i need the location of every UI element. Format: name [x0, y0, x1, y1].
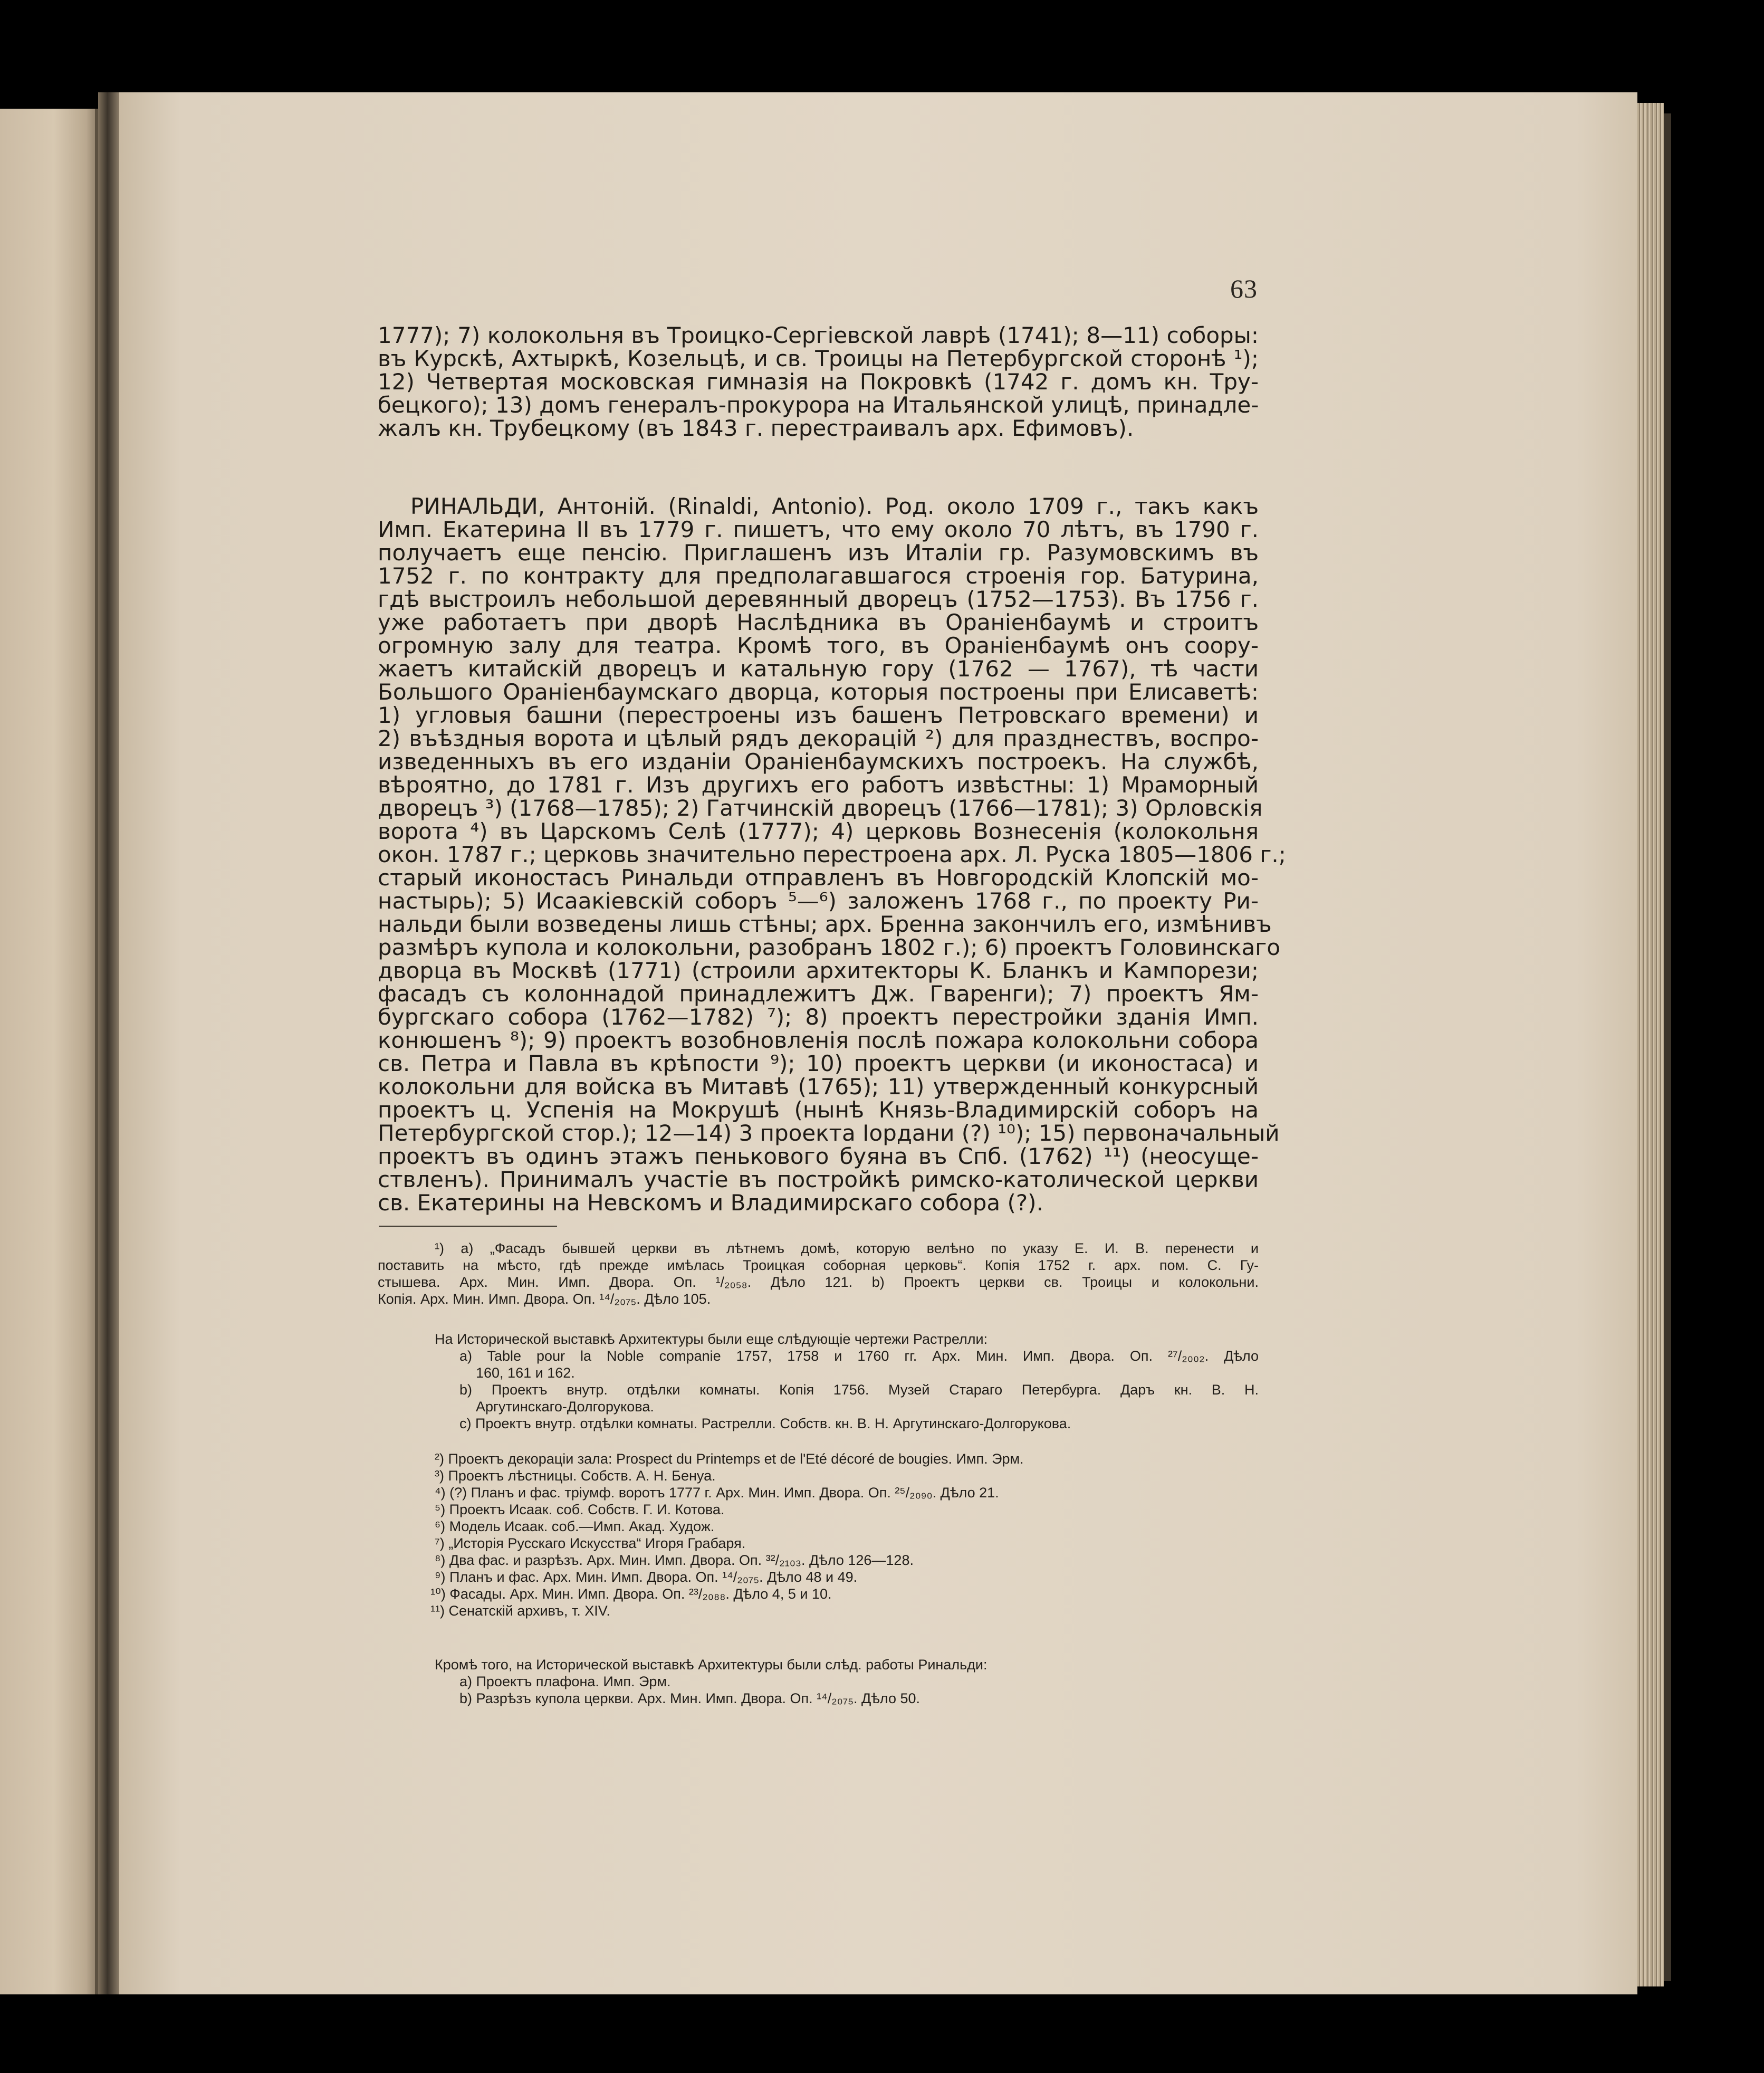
footnote-item: ¹⁰) Фасады. Арх. Мин. Имп. Двора. Оп. ²³/₂₀₈₈. Дѣло 4, 5 и 10.: [430, 1586, 832, 1602]
text-line: изведенныхъ въ его изданіи Ораніенбаумскихъ построекъ. На службѣ,: [378, 749, 1259, 775]
text-line: размѣръ купола и колокольни, разобранъ 1802 г.); 6) проектъ Головинскаго: [378, 934, 1281, 960]
text-line: старый иконостасъ Ринальди отправленъ въ Новгородскій Клопскій мо-: [378, 865, 1259, 891]
text-line: св. Петра и Павла въ крѣпости ⁹); 10) проектъ церкви (и иконостаса) и: [378, 1050, 1259, 1076]
list-item: b) Разрѣзъ купола церкви. Арх. Мин. Имп. Двора. Оп. ¹⁴/₂₀₇₅. Дѣло 50.: [459, 1690, 920, 1706]
footnote-item: ³) Проектъ лѣстницы. Собств. А. Н. Бенуа.: [435, 1468, 716, 1484]
footnote-rule: [379, 1226, 557, 1227]
text-line: 12) Четвертая московская гимназія на Покровкѣ (1742 г. домъ кн. Тру-: [378, 369, 1259, 395]
page-number: 63: [1230, 274, 1258, 303]
footnote-line: ¹) a) „Фасадъ бывшей церкви въ лѣтнемъ домѣ, которую велѣно по указу Е. И. В. перенести и: [435, 1240, 1259, 1256]
text-line: бецкого); 13) домъ генералъ-прокурора на Итальянской улицѣ, принадле-: [378, 392, 1259, 418]
book-gutter: [98, 92, 119, 1994]
list-item-continuation: 160, 161 и 162.: [476, 1365, 575, 1381]
footnote-item: ⁵) Проектъ Исаак. соб. Собств. Г. И. Котова.: [435, 1502, 725, 1517]
facing-page: [0, 109, 98, 1994]
text-line: колокольни для войска въ Митавѣ (1765); 11) утвержденный конкурсный: [378, 1074, 1259, 1100]
text-line: проектъ ц. Успенія на Мокрушѣ (нынѣ Князь-Владимирскій соборъ на: [378, 1097, 1259, 1123]
text-line: 1752 г. по контракту для предполагавшагося строенія гор. Батурина,: [378, 563, 1259, 589]
footnote-item: ⁸) Два фас. и разрѣзъ. Арх. Мин. Имп. Двора. Оп. ³²/₂₁₀₃. Дѣло 126—128.: [435, 1552, 914, 1568]
text-line: проектъ въ одинъ этажъ пенькового буяна въ Спб. (1762) ¹¹) (неосуще-: [378, 1143, 1259, 1169]
footnote-line: Копія. Арх. Мин. Имп. Двора. Оп. ¹⁴/₂₀₇₅. Дѣло 105.: [378, 1291, 711, 1307]
text-line: въ Курскѣ, Ахтыркѣ, Козельцѣ, и св. Троицы на Петербургской сторонѣ ¹);: [378, 346, 1259, 371]
text-line: огромную залу для театра. Кромѣ того, въ Ораніенбаумѣ онъ соору-: [378, 633, 1259, 658]
footnote-item: ⁶) Модель Исаак. соб.—Имп. Акад. Худож.: [435, 1518, 715, 1534]
footnote-item: ⁹) Планъ и фас. Арх. Мин. Имп. Двора. Оп. ¹⁴/₂₀₇₅. Дѣло 48 и 49.: [435, 1569, 858, 1585]
text-line: бургскаго собора (1762—1782) ⁷); 8) проектъ перестройки зданія Имп.: [378, 1004, 1259, 1030]
text-block-top: [378, 324, 1259, 440]
rinaldi-list: [378, 1656, 1259, 1707]
footnote-item: ¹¹) Сенатскій архивъ, т. XIV.: [430, 1603, 610, 1619]
text-line: окон. 1787 г.; церковь значительно перестроена арх. Л. Руска 1805—1806 г.;: [378, 842, 1286, 867]
text-line: получаетъ еще пенсію. Приглашенъ изъ Италіи гр. Разумовскимъ въ: [378, 540, 1259, 566]
text-line: нальди были возведены лишь стѣны; арх. Бренна закончилъ его, измѣнивъ: [378, 911, 1272, 937]
footnote-item: ⁷) „Исторія Русскаго Искусства“ Игоря Грабаря.: [435, 1535, 746, 1551]
text-line: ворота ⁴) въ Царскомъ Селѣ (1777); 4) церковь Вознесенія (колокольня: [378, 818, 1259, 844]
footnotes-list: [378, 1450, 1259, 1619]
page-stack-edge: [1637, 103, 1664, 1986]
text-line: фасадъ съ колоннадой принадлежитъ Дж. Гваренги); 7) проектъ Ям-: [378, 981, 1259, 1007]
text-line: Петербургской стор.); 12—14) 3 проекта Іордани (?) ¹⁰); 15) первоначальный: [378, 1120, 1280, 1146]
rastrelli-intro: На Исторической выставкѣ Архитектуры были еще слѣдующіе чертежи Растрелли:: [435, 1331, 988, 1347]
list-item: a) Проектъ плафона. Имп. Эрм.: [459, 1674, 671, 1689]
text-line: жалъ кн. Трубецкому (въ 1843 г. перестраивалъ арх. Ефимовъ).: [378, 415, 1134, 441]
list-item: c) Проектъ внутр. отдѣлки комнаты. Растрелли. Собств. кн. В. Н. Аргутинскаго-Долгорукова.: [459, 1416, 1071, 1431]
rastrelli-list: [378, 1331, 1259, 1432]
rastrelli-items: [378, 1348, 1259, 1432]
text-line: 2) въѣздныя ворота и цѣлый рядъ декорацій ²) для празднествъ, воспро-: [378, 725, 1259, 751]
text-line: Большого Ораніенбаумскаго дворца, которыя построены при Елисаветѣ:: [378, 679, 1259, 705]
footnote-item: ²) Проектъ декораціи зала: Prospect du Printemps et de l'Eté décoré de bougies. Имп. Эрм.: [435, 1451, 1024, 1467]
text-line: конюшенъ ⁸); 9) проектъ возобновленія послѣ пожара колокольни собора: [378, 1027, 1259, 1053]
footnote-line: поставить на мѣсто, гдѣ прежде имѣлась Троицкая соборная церковь“. Копія 1752 г. арх. пом. С. Гу-: [378, 1257, 1259, 1273]
text-line: гдѣ выстроилъ небольшой деревянный дворецъ (1752—1753). Въ 1756 г.: [378, 586, 1259, 612]
list-item: b) Проектъ внутр. отдѣлки комнаты. Копія 1756. Музей Стараго Петербурга. Даръ кн. В. Н.: [459, 1382, 1259, 1398]
text-block-rinaldi: [378, 493, 1286, 1216]
rinaldi-intro: Кромѣ того, на Исторической выставкѣ Архитектуры были слѣд. работы Ринальди:: [435, 1657, 988, 1673]
footnote-1: [378, 1240, 1259, 1307]
list-item: a) Table pour la Noble companie 1757, 1758 и 1760 гг. Арх. Мин. Имп. Двора. Оп. ²⁷/₂₀₀₂. Дѣло: [459, 1348, 1259, 1364]
footnote-item: ⁴) (?) Планъ и фас. тріумф. воротъ 1777 г. Арх. Мин. Имп. Двора. Оп. ²⁵/₂₀₉₀. Дѣло 21.: [435, 1485, 999, 1501]
text-line: жаетъ китайскій дворецъ и катальную гору (1762 — 1767), тѣ части: [378, 656, 1259, 682]
text-line: 1) угловыя башни (перестроены изъ башенъ Петровскаго времени) и: [378, 702, 1259, 728]
text-line: уже работаетъ при дворѣ Наслѣдника въ Ораніенбаумѣ и строитъ: [378, 609, 1259, 635]
text-line: вѣроятно, до 1781 г. Изъ другихъ его работъ извѣстны: 1) Мраморный: [378, 772, 1259, 798]
footnote-line: стышева. Арх. Мин. Имп. Двора. Оп. ¹/₂₀₅₈. Дѣло 121. b) Проектъ церкви св. Троицы и колокольни.: [378, 1274, 1259, 1290]
rinaldi-items: [378, 1673, 1259, 1707]
page-stack-shadow: [1664, 113, 1671, 1981]
text-line: дворца въ Москвѣ (1771) (строили архитекторы К. Бланкъ и Кампорези;: [378, 958, 1259, 983]
text-line: дворецъ ³) (1768—1785); 2) Гатчинскій дворецъ (1766—1781); 3) Орловскія: [378, 795, 1263, 821]
text-line: св. Екатерины на Невскомъ и Владимирскаго собора (?).: [378, 1190, 1043, 1216]
text-line: 1777); 7) колокольня въ Троицко-Сергіевской лаврѣ (1741); 8—11) соборы:: [378, 322, 1259, 348]
list-item-continuation: Аргутинскаго-Долгорукова.: [476, 1399, 654, 1415]
text-line: ствленъ). Принималъ участіе въ постройкѣ римско-католической церкви: [378, 1167, 1259, 1192]
text-line: настырь); 5) Исаакіевскій соборъ ⁵—⁶) заложенъ 1768 г., по проекту Ри-: [378, 888, 1259, 914]
text-line: Имп. Екатерина II въ 1779 г. пишетъ, что ему около 70 лѣтъ, въ 1790 г.: [378, 517, 1259, 542]
text-line: РИНАЛЬДИ, Антоній. (Rinaldi, Antonio). Род. около 1709 г., такъ какъ: [410, 493, 1259, 519]
